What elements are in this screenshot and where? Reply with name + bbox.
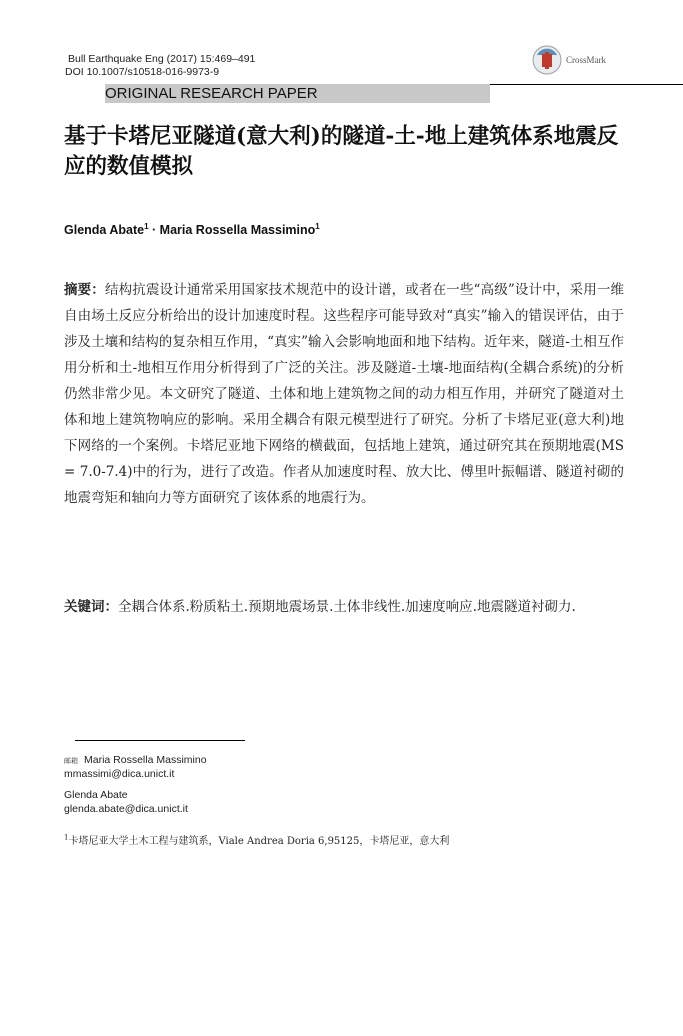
author-separator: · xyxy=(148,223,160,238)
keywords-label: 关键词： xyxy=(64,599,118,615)
author-list xyxy=(64,222,320,237)
email-label: 邮箱 xyxy=(64,757,78,765)
corresponding-author xyxy=(64,754,207,768)
corresponding-author-email[interactable]: mmassimi@dica.unict.it xyxy=(64,768,175,780)
abstract xyxy=(64,277,624,511)
article-type-bar xyxy=(105,84,490,103)
crossmark-badge[interactable] xyxy=(531,45,626,75)
footnote-rule xyxy=(75,740,245,741)
journal-reference: Bull Earthquake Eng (2017) 15:469–491 xyxy=(68,53,256,65)
crossmark-icon xyxy=(531,45,563,75)
affiliation-text: 卡塔尼亚大学土木工程与建筑系，Viale Andrea Doria 6,95125，卡塔尼亚，意大利 xyxy=(68,836,450,847)
header-rule xyxy=(490,84,683,85)
coauthor-name: Glenda Abate xyxy=(64,789,128,801)
affiliation-marker: 1 xyxy=(144,222,149,231)
abstract-text: 结构抗震设计通常采用国家技术规范中的设计谱，或者在一些“高级”设计中，采用一维自由场土反应分析给出的设计加速度时程。这些程序可能导致对“真实”输入的错误评估，由于涉及土壤和结构的复杂相互作用，“真实”输入会影响地面和地下结构。近年来，隧道-土相互作用分析和土-地相互作用分析得到了广泛的关注。涉及隧道-土壤-地面结构(全耦合系统)的分析仍然非常少见。本文研究了隧道、土体和地上建筑物之间的动力相互作用，并研究了隧道对土体和地上建筑物响应的影响。采用全耦合有限元模型进行了研究。分析了卡塔尼亚(意大利)地下网络的一个案例。卡塔尼亚地下网络的横截面，包括地上建筑，通过研究其在预期地震(MS = 7.0-7.4)中的行为，进行了改造。作者从加速度时程、放大比、傅里叶振幅谱、隧道衬砌的地震弯矩和轴向力等方面研究了该体系的地震行为。 xyxy=(64,282,624,506)
author-name: Maria Rossella Massimino xyxy=(159,223,316,238)
article-type: ORIGINAL RESEARCH PAPER xyxy=(105,85,318,102)
affiliation-marker: 1 xyxy=(64,833,69,842)
abstract-label: 摘要： xyxy=(64,282,105,298)
affiliation xyxy=(64,832,449,847)
crossmark-label: CrossMark xyxy=(566,55,606,65)
affiliation-marker: 1 xyxy=(315,222,320,231)
author-name: Glenda Abate xyxy=(64,223,145,238)
keywords xyxy=(64,594,624,620)
doi: DOI 10.1007/s10518-016-9973-9 xyxy=(65,66,220,78)
keywords-text: 全耦合体系.粉质粘土.预期地震场景.土体非线性.加速度响应.地震隧道衬砌力. xyxy=(118,599,576,615)
paper-title: 基于卡塔尼亚隧道(意大利)的隧道-土-地上建筑体系地震反应的数值模拟 xyxy=(64,124,619,179)
coauthor-email[interactable]: glenda.abate@dica.unict.it xyxy=(64,803,188,815)
corresponding-author-name: Maria Rossella Massimino xyxy=(84,754,207,766)
